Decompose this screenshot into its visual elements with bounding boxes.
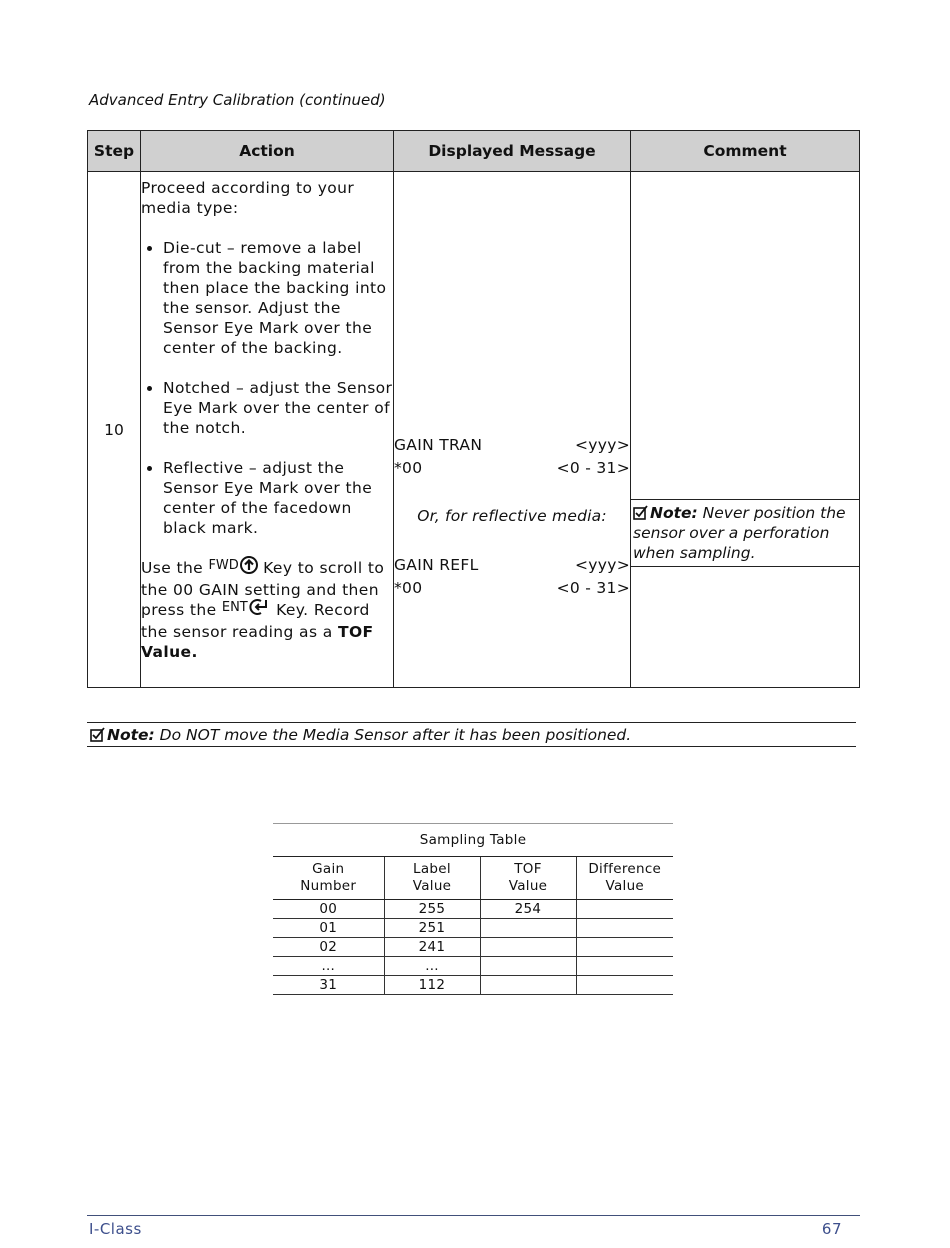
table-cell bbox=[576, 900, 673, 919]
table-row bbox=[88, 172, 860, 688]
gain-refl-setting-line bbox=[394, 577, 630, 600]
bottom-note bbox=[87, 722, 856, 747]
gain-tran-setting-line bbox=[394, 457, 630, 480]
ent-key-label: ENT bbox=[221, 599, 248, 615]
table-cell: 02 bbox=[273, 938, 384, 957]
table-cell: 254 bbox=[480, 900, 576, 919]
table-row bbox=[273, 938, 673, 957]
table-cell bbox=[480, 938, 576, 957]
note-label: Note: bbox=[650, 503, 698, 522]
header-line: Value bbox=[605, 878, 645, 894]
gain-refl-setting: *00 bbox=[394, 578, 423, 597]
note-text: Never position the sensor over a perforation when sampling. bbox=[633, 503, 846, 562]
table-cell bbox=[480, 976, 576, 995]
note-checkbox-icon bbox=[633, 505, 648, 520]
header-action: Action bbox=[141, 131, 394, 172]
note-text: Do NOT move the Media Sensor after it has been positioned. bbox=[154, 726, 632, 744]
gain-tran-setting: *00 bbox=[394, 458, 423, 477]
sampling-header-difference-value bbox=[576, 857, 673, 900]
sampling-header-gain-number bbox=[273, 857, 384, 900]
fwd-key-icon bbox=[240, 556, 258, 574]
reflective-media-text: Or, for reflective media: bbox=[417, 506, 607, 525]
gain-refl-label: GAIN REFL bbox=[394, 555, 479, 574]
sampling-header-label-value bbox=[384, 857, 480, 900]
note-checkbox-icon bbox=[90, 727, 105, 742]
table-cell: 112 bbox=[384, 976, 480, 995]
comment-cell bbox=[631, 172, 860, 688]
sampling-table bbox=[273, 823, 673, 995]
table-cell: 241 bbox=[384, 938, 480, 957]
calibration-table bbox=[87, 130, 860, 688]
fwd-key bbox=[208, 556, 257, 576]
display-messages bbox=[394, 434, 630, 600]
section-title: Advanced Entry Calibration (continued) bbox=[89, 91, 386, 109]
comment-note bbox=[631, 499, 859, 567]
table-row bbox=[273, 919, 673, 938]
table-cell: … bbox=[273, 957, 384, 976]
gain-tran-line bbox=[394, 434, 630, 457]
gain-refl-value: <yyy> bbox=[575, 555, 630, 574]
fwd-key-label: FWD bbox=[208, 557, 239, 573]
sampling-header-tof-value bbox=[480, 857, 576, 900]
ent-key-icon bbox=[249, 598, 271, 616]
table-cell: 255 bbox=[384, 900, 480, 919]
table-row bbox=[273, 957, 673, 976]
header-comment: Comment bbox=[631, 131, 860, 172]
header-line: Gain bbox=[312, 861, 345, 877]
table-row bbox=[273, 900, 673, 919]
sampling-header-row bbox=[273, 857, 673, 900]
table-cell: … bbox=[384, 957, 480, 976]
gain-tran-value: <yyy> bbox=[575, 435, 630, 454]
list-item: • Die-cut – remove a label from the backing material then place the backing into the sensor. Adjust the Sensor Eye Mark over the center of the backing. bbox=[163, 238, 393, 358]
table-cell: 251 bbox=[384, 919, 480, 938]
table-cell bbox=[576, 957, 673, 976]
table-row bbox=[273, 976, 673, 995]
table-cell bbox=[576, 919, 673, 938]
header-step: Step bbox=[88, 131, 141, 172]
header-line: Value bbox=[508, 878, 548, 894]
table-cell bbox=[576, 976, 673, 995]
sampling-caption-row bbox=[273, 824, 673, 857]
header-displayed-message: Displayed Message bbox=[394, 131, 631, 172]
gain-tran-label: GAIN TRAN bbox=[394, 435, 483, 454]
list-item: • Reflective – adjust the Sensor Eye Mark over the center of the facedown black mark. bbox=[163, 458, 393, 538]
media-type-list bbox=[141, 238, 393, 538]
footer-product-name: I-Class bbox=[89, 1220, 142, 1238]
ent-key bbox=[222, 598, 271, 618]
header-line: Difference bbox=[588, 861, 662, 877]
table-cell: 00 bbox=[273, 900, 384, 919]
table-cell: 01 bbox=[273, 919, 384, 938]
table-cell: 31 bbox=[273, 976, 384, 995]
sampling-table-caption: Sampling Table bbox=[273, 824, 673, 857]
gain-refl-range: <0 - 31> bbox=[556, 578, 630, 597]
header-line: Number bbox=[300, 878, 357, 894]
list-item: • Notched – adjust the Sensor Eye Mark over the center of the notch. bbox=[163, 378, 393, 438]
action-cell bbox=[141, 172, 394, 688]
table-cell bbox=[480, 957, 576, 976]
instruction-text: Use the bbox=[141, 558, 209, 577]
table-cell bbox=[576, 938, 673, 957]
tof-value-keyword: TOF Value. bbox=[141, 622, 374, 661]
page-number: 67 bbox=[821, 1220, 842, 1238]
step-number: 10 bbox=[88, 172, 141, 688]
header-line: TOF bbox=[514, 861, 542, 877]
table-header-row bbox=[88, 131, 860, 172]
displayed-message-cell bbox=[394, 172, 631, 688]
action-instructions bbox=[141, 558, 393, 662]
instruction-text: Key. Record the sensor reading as a bbox=[141, 600, 370, 641]
gain-refl-line bbox=[394, 554, 630, 577]
note-label: Note: bbox=[107, 726, 155, 744]
gain-tran-range: <0 - 31> bbox=[556, 458, 630, 477]
header-line: Label bbox=[413, 861, 451, 877]
page-footer bbox=[87, 1215, 860, 1238]
action-intro: Proceed according to your media type: bbox=[141, 178, 355, 217]
table-cell bbox=[480, 919, 576, 938]
instruction-text: Key to scroll to the 00 GAIN setting and then press the bbox=[141, 558, 385, 619]
header-line: Value bbox=[412, 878, 452, 894]
